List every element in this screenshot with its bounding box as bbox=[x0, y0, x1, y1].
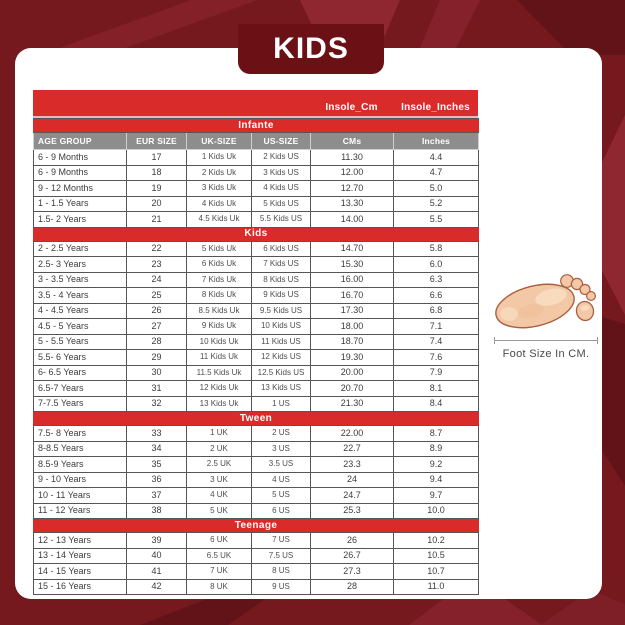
cell-age-group: 3.5 - 4 Years bbox=[34, 288, 127, 304]
table-row bbox=[34, 350, 479, 366]
cell-eur-size: 36 bbox=[127, 472, 187, 488]
table-row bbox=[34, 503, 479, 519]
cell-cms: 25.3 bbox=[311, 503, 394, 519]
table-row bbox=[34, 365, 479, 381]
cell-inches: 6.0 bbox=[394, 257, 479, 273]
table-row bbox=[34, 150, 479, 166]
table-row bbox=[34, 288, 479, 304]
cell-cms: 26 bbox=[311, 533, 394, 549]
table-row bbox=[34, 396, 479, 412]
cell-uk-size: 11 Kids Uk bbox=[187, 350, 252, 366]
cell-uk-size: 2 UK bbox=[187, 441, 252, 457]
cell-us-size: 12 Kids US bbox=[252, 350, 311, 366]
cell-us-size: 7 US bbox=[252, 533, 311, 549]
cell-eur-size: 27 bbox=[127, 319, 187, 335]
cell-cms: 16.70 bbox=[311, 288, 394, 304]
section-row-kids bbox=[34, 227, 479, 241]
background-facet bbox=[140, 597, 300, 625]
section-header-infante: Infante bbox=[34, 119, 479, 133]
cell-cms: 17.30 bbox=[311, 303, 394, 319]
insole-inches-label: Insole_Inches bbox=[401, 102, 470, 113]
cell-eur-size: 21 bbox=[127, 212, 187, 228]
cell-uk-size: 4 UK bbox=[187, 488, 252, 504]
cell-age-group: 4.5 - 5 Years bbox=[34, 319, 127, 335]
cell-age-group: 6- 6.5 Years bbox=[34, 365, 127, 381]
cell-cms: 23.3 bbox=[311, 457, 394, 473]
insole-header-bar bbox=[33, 90, 478, 118]
cell-eur-size: 35 bbox=[127, 457, 187, 473]
table-row bbox=[34, 334, 479, 350]
cell-uk-size: 5 UK bbox=[187, 503, 252, 519]
column-header-age-group: AGE GROUP bbox=[34, 133, 127, 150]
cell-us-size: 12.5 Kids US bbox=[252, 365, 311, 381]
cell-uk-size: 8 Kids Uk bbox=[187, 288, 252, 304]
cell-us-size: 10 Kids US bbox=[252, 319, 311, 335]
background-facet bbox=[390, 597, 550, 625]
cell-cms: 20.00 bbox=[311, 365, 394, 381]
section-row-tween bbox=[34, 412, 479, 426]
cell-uk-size: 11.5 Kids Uk bbox=[187, 365, 252, 381]
cell-inches: 4.7 bbox=[394, 165, 479, 181]
cell-eur-size: 31 bbox=[127, 381, 187, 397]
cell-inches: 10.0 bbox=[394, 503, 479, 519]
cell-inches: 7.1 bbox=[394, 319, 479, 335]
foot-size-label: Foot Size In CM. bbox=[502, 348, 590, 360]
cell-inches: 7.6 bbox=[394, 350, 479, 366]
cell-us-size: 9 US bbox=[252, 579, 311, 595]
measurement-line bbox=[494, 337, 598, 345]
cell-inches: 11.0 bbox=[394, 579, 479, 595]
cell-age-group: 11 - 12 Years bbox=[34, 503, 127, 519]
cell-inches: 5.5 bbox=[394, 212, 479, 228]
cell-inches: 8.4 bbox=[394, 396, 479, 412]
cell-eur-size: 34 bbox=[127, 441, 187, 457]
cell-inches: 5.0 bbox=[394, 181, 479, 197]
table-row bbox=[34, 257, 479, 273]
page-title: KIDS bbox=[273, 32, 349, 65]
cell-eur-size: 19 bbox=[127, 181, 187, 197]
cell-cms: 24.7 bbox=[311, 488, 394, 504]
cell-inches: 8.9 bbox=[394, 441, 479, 457]
table-row bbox=[34, 533, 479, 549]
cell-uk-size: 9 Kids Uk bbox=[187, 319, 252, 335]
cell-us-size: 2 US bbox=[252, 426, 311, 442]
cell-uk-size: 6 UK bbox=[187, 533, 252, 549]
section-header-teenage: Teenage bbox=[34, 519, 479, 533]
cell-eur-size: 29 bbox=[127, 350, 187, 366]
cell-us-size: 6 Kids US bbox=[252, 241, 311, 257]
cell-cms: 16.00 bbox=[311, 272, 394, 288]
cell-cms: 11.30 bbox=[311, 150, 394, 166]
cell-inches: 7.9 bbox=[394, 365, 479, 381]
cell-age-group: 9 - 10 Years bbox=[34, 472, 127, 488]
cell-age-group: 2 - 2.5 Years bbox=[34, 241, 127, 257]
table-row bbox=[34, 272, 479, 288]
cell-eur-size: 40 bbox=[127, 548, 187, 564]
cell-age-group: 2.5- 3 Years bbox=[34, 257, 127, 273]
column-header-inches: Inches bbox=[394, 133, 479, 150]
table-row bbox=[34, 441, 479, 457]
cell-uk-size: 3 Kids Uk bbox=[187, 181, 252, 197]
cell-uk-size: 8.5 Kids Uk bbox=[187, 303, 252, 319]
cell-cms: 24 bbox=[311, 472, 394, 488]
cell-us-size: 8 Kids US bbox=[252, 272, 311, 288]
cell-cms: 27.3 bbox=[311, 564, 394, 580]
cell-cms: 12.00 bbox=[311, 165, 394, 181]
cell-us-size: 9 Kids US bbox=[252, 288, 311, 304]
table-row bbox=[34, 457, 479, 473]
cell-age-group: 6 - 9 Months bbox=[34, 165, 127, 181]
cell-age-group: 3 - 3.5 Years bbox=[34, 272, 127, 288]
cell-eur-size: 33 bbox=[127, 426, 187, 442]
foot-size-illustration-block bbox=[493, 270, 599, 360]
section-header-kids: Kids bbox=[34, 227, 479, 241]
cell-eur-size: 42 bbox=[127, 579, 187, 595]
cell-eur-size: 30 bbox=[127, 365, 187, 381]
cell-us-size: 4 US bbox=[252, 472, 311, 488]
cell-eur-size: 26 bbox=[127, 303, 187, 319]
cell-inches: 6.3 bbox=[394, 272, 479, 288]
cell-cms: 20.70 bbox=[311, 381, 394, 397]
cell-cms: 12.70 bbox=[311, 181, 394, 197]
cell-inches: 10.2 bbox=[394, 533, 479, 549]
cell-cms: 15.30 bbox=[311, 257, 394, 273]
cell-age-group: 15 - 16 Years bbox=[34, 579, 127, 595]
section-header-tween: Tween bbox=[34, 412, 479, 426]
cell-us-size: 3 Kids US bbox=[252, 165, 311, 181]
cell-us-size: 7.5 US bbox=[252, 548, 311, 564]
cell-eur-size: 39 bbox=[127, 533, 187, 549]
cell-inches: 8.1 bbox=[394, 381, 479, 397]
cell-uk-size: 10 Kids Uk bbox=[187, 334, 252, 350]
cell-eur-size: 32 bbox=[127, 396, 187, 412]
cell-uk-size: 3 UK bbox=[187, 472, 252, 488]
cell-inches: 6.6 bbox=[394, 288, 479, 304]
cell-eur-size: 25 bbox=[127, 288, 187, 304]
cell-cms: 22.7 bbox=[311, 441, 394, 457]
cell-uk-size: 2.5 UK bbox=[187, 457, 252, 473]
table-row bbox=[34, 564, 479, 580]
cell-us-size: 1 US bbox=[252, 396, 311, 412]
cell-cms: 22.00 bbox=[311, 426, 394, 442]
cell-uk-size: 12 Kids Uk bbox=[187, 381, 252, 397]
cell-uk-size: 8 UK bbox=[187, 579, 252, 595]
background-facet bbox=[420, 0, 500, 48]
cell-cms: 14.70 bbox=[311, 241, 394, 257]
cell-us-size: 9.5 Kids US bbox=[252, 303, 311, 319]
column-header-row bbox=[34, 133, 479, 150]
cell-inches: 10.7 bbox=[394, 564, 479, 580]
cell-us-size: 5 Kids US bbox=[252, 196, 311, 212]
cell-inches: 6.8 bbox=[394, 303, 479, 319]
table-row bbox=[34, 472, 479, 488]
cell-us-size: 8 US bbox=[252, 564, 311, 580]
cell-cms: 14.00 bbox=[311, 212, 394, 228]
table-row bbox=[34, 212, 479, 228]
size-chart-card bbox=[15, 48, 602, 599]
cell-eur-size: 20 bbox=[127, 196, 187, 212]
cell-uk-size: 6.5 UK bbox=[187, 548, 252, 564]
cell-eur-size: 28 bbox=[127, 334, 187, 350]
cell-cms: 18.70 bbox=[311, 334, 394, 350]
cell-age-group: 1.5- 2 Years bbox=[34, 212, 127, 228]
cell-eur-size: 22 bbox=[127, 241, 187, 257]
cell-us-size: 5 US bbox=[252, 488, 311, 504]
background-facet bbox=[505, 0, 625, 55]
cell-eur-size: 41 bbox=[127, 564, 187, 580]
cell-age-group: 9 - 12 Months bbox=[34, 181, 127, 197]
table-row bbox=[34, 319, 479, 335]
cell-uk-size: 1 UK bbox=[187, 426, 252, 442]
cell-age-group: 7.5- 8 Years bbox=[34, 426, 127, 442]
cell-inches: 8.7 bbox=[394, 426, 479, 442]
foot-sole-icon bbox=[493, 270, 599, 334]
cell-uk-size: 4 Kids Uk bbox=[187, 196, 252, 212]
column-header-uk-size: UK-SIZE bbox=[187, 133, 252, 150]
cell-us-size: 5.5 Kids US bbox=[252, 212, 311, 228]
table-row bbox=[34, 303, 479, 319]
cell-age-group: 13 - 14 Years bbox=[34, 548, 127, 564]
table-row bbox=[34, 181, 479, 197]
cell-inches: 9.4 bbox=[394, 472, 479, 488]
cell-age-group: 4 - 4.5 Years bbox=[34, 303, 127, 319]
cell-us-size: 2 Kids US bbox=[252, 150, 311, 166]
cell-uk-size: 13 Kids Uk bbox=[187, 396, 252, 412]
cell-age-group: 12 - 13 Years bbox=[34, 533, 127, 549]
cell-uk-size: 1 Kids Uk bbox=[187, 150, 252, 166]
cell-cms: 26.7 bbox=[311, 548, 394, 564]
cell-cms: 13.30 bbox=[311, 196, 394, 212]
cell-us-size: 3.5 US bbox=[252, 457, 311, 473]
column-header-eur-size: EUR SIZE bbox=[127, 133, 187, 150]
cell-cms: 19.30 bbox=[311, 350, 394, 366]
cell-uk-size: 7 Kids Uk bbox=[187, 272, 252, 288]
cell-age-group: 6.5-7 Years bbox=[34, 381, 127, 397]
cell-age-group: 5 - 5.5 Years bbox=[34, 334, 127, 350]
cell-inches: 7.4 bbox=[394, 334, 479, 350]
kids-badge bbox=[238, 24, 384, 74]
cell-inches: 9.7 bbox=[394, 488, 479, 504]
table-row bbox=[34, 548, 479, 564]
section-row-teenage bbox=[34, 519, 479, 533]
cell-age-group: 7-7.5 Years bbox=[34, 396, 127, 412]
table-row bbox=[34, 241, 479, 257]
cell-age-group: 10 - 11 Years bbox=[34, 488, 127, 504]
cell-inches: 10.5 bbox=[394, 548, 479, 564]
cell-inches: 5.2 bbox=[394, 196, 479, 212]
table-row bbox=[34, 488, 479, 504]
cell-uk-size: 2 Kids Uk bbox=[187, 165, 252, 181]
cell-inches: 5.8 bbox=[394, 241, 479, 257]
insole-cm-label: Insole_Cm bbox=[325, 102, 378, 113]
cell-age-group: 1 - 1.5 Years bbox=[34, 196, 127, 212]
cell-inches: 4.4 bbox=[394, 150, 479, 166]
cell-us-size: 13 Kids US bbox=[252, 381, 311, 397]
cell-us-size: 3 US bbox=[252, 441, 311, 457]
column-header-cms: CMs bbox=[311, 133, 394, 150]
cell-uk-size: 5 Kids Uk bbox=[187, 241, 252, 257]
cell-age-group: 8.5-9 Years bbox=[34, 457, 127, 473]
table-row bbox=[34, 381, 479, 397]
cell-eur-size: 17 bbox=[127, 150, 187, 166]
table-row bbox=[34, 426, 479, 442]
cell-uk-size: 4.5 Kids Uk bbox=[187, 212, 252, 228]
cell-eur-size: 18 bbox=[127, 165, 187, 181]
cell-age-group: 6 - 9 Months bbox=[34, 150, 127, 166]
cell-us-size: 7 Kids US bbox=[252, 257, 311, 273]
cell-cms: 18.00 bbox=[311, 319, 394, 335]
cell-cms: 21.30 bbox=[311, 396, 394, 412]
cell-us-size: 11 Kids US bbox=[252, 334, 311, 350]
cell-eur-size: 23 bbox=[127, 257, 187, 273]
cell-eur-size: 24 bbox=[127, 272, 187, 288]
cell-cms: 28 bbox=[311, 579, 394, 595]
table-row bbox=[34, 579, 479, 595]
cell-us-size: 4 Kids US bbox=[252, 181, 311, 197]
cell-inches: 9.2 bbox=[394, 457, 479, 473]
table-row bbox=[34, 165, 479, 181]
cell-age-group: 5.5- 6 Years bbox=[34, 350, 127, 366]
size-table bbox=[33, 118, 479, 595]
cell-age-group: 14 - 15 Years bbox=[34, 564, 127, 580]
cell-age-group: 8-8.5 Years bbox=[34, 441, 127, 457]
cell-us-size: 6 US bbox=[252, 503, 311, 519]
table-row bbox=[34, 196, 479, 212]
size-chart-table bbox=[33, 90, 478, 595]
cell-uk-size: 7 UK bbox=[187, 564, 252, 580]
section-row-infante bbox=[34, 119, 479, 133]
column-header-us-size: US-SIZE bbox=[252, 133, 311, 150]
cell-eur-size: 37 bbox=[127, 488, 187, 504]
cell-eur-size: 38 bbox=[127, 503, 187, 519]
cell-uk-size: 6 Kids Uk bbox=[187, 257, 252, 273]
